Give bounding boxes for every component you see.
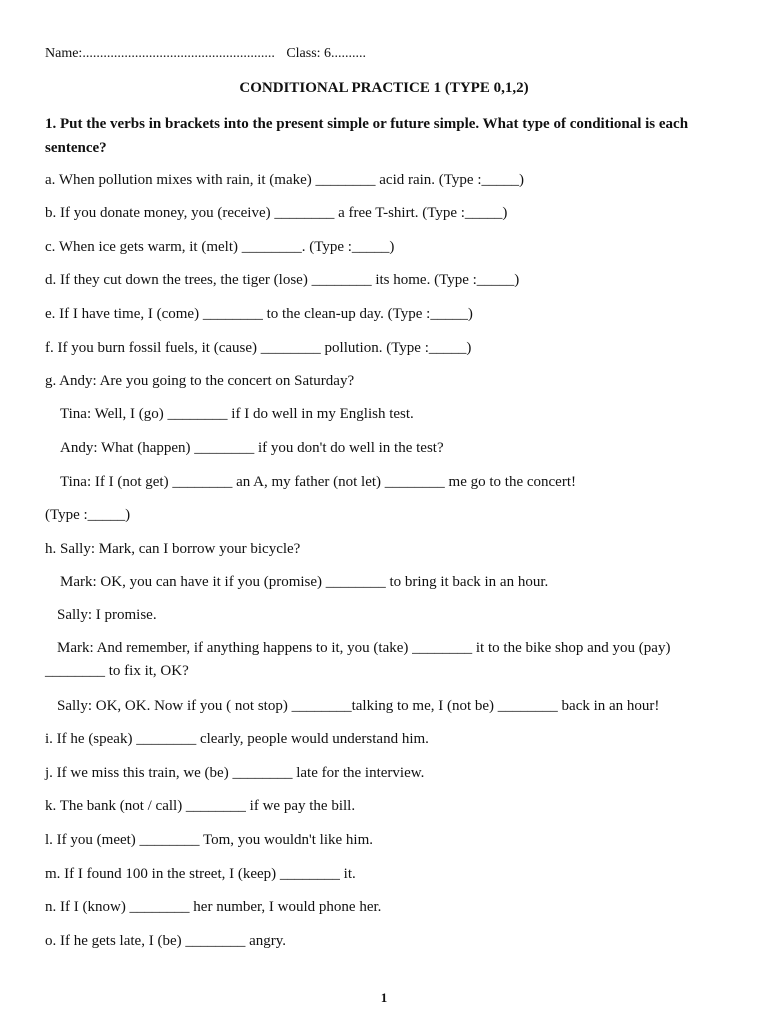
dialogue-line-g1: Tina: Well, I (go) ________ if I do well in my English test. bbox=[60, 406, 414, 422]
exercise-instruction: 1. Put the verbs in brackets into the present simple or future simple. What type of conditional is each sentence? bbox=[45, 116, 689, 156]
exercise-item-o: o. If he gets late, I (be) ________ angry. bbox=[45, 933, 287, 949]
dialogue-line-h4: Sally: OK, OK. Now if you ( not stop) ________talking to me, I (not be) ________ back in an hour! bbox=[57, 698, 660, 714]
exercise-item-i: i. If he (speak) ________ clearly, people would understand him. bbox=[45, 731, 429, 747]
exercise-item-g: g. Andy: Are you going to the concert on Saturday? bbox=[45, 373, 355, 389]
exercise-item-e: e. If I have time, I (come) ________ to the clean-up day. (Type :_____) bbox=[45, 306, 473, 322]
exercise-item-l: l. If you (meet) ________ Tom, you wouldn't like him. bbox=[45, 832, 374, 848]
name-field: Name:....................................................... bbox=[45, 46, 275, 61]
dialogue-line-g2: Andy: What (happen) ________ if you don't do well in the test? bbox=[60, 440, 444, 456]
exercise-item-j: j. If we miss this train, we (be) ________ late for the interview. bbox=[45, 765, 425, 781]
exercise-item-a: a. When pollution mixes with rain, it (make) ________ acid rain. (Type :_____) bbox=[45, 172, 524, 188]
dialogue-line-h3: Mark: And remember, if anything happens to it, you (take) ________ it to the bike shop and you (pay) ________ to fix it, OK? bbox=[45, 640, 671, 679]
dialogue-line-g3: Tina: If I (not get) ________ an A, my father (not let) ________ me go to the concert! bbox=[60, 474, 576, 490]
exercise-item-c: c. When ice gets warm, it (melt) ________. (Type :_____) bbox=[45, 239, 395, 255]
exercise-item-f: f. If you burn fossil fuels, it (cause) ________ pollution. (Type :_____) bbox=[45, 340, 472, 356]
page-number: 1 bbox=[380, 990, 388, 1005]
exercise-item-d: d. If they cut down the trees, the tiger (lose) ________ its home. (Type :_____) bbox=[45, 272, 520, 288]
exercise-item-k: k. The bank (not / call) ________ if we pay the bill. bbox=[45, 798, 356, 814]
header-line bbox=[45, 46, 366, 62]
class-field: Class: 6.......... bbox=[286, 46, 367, 61]
page-title: CONDITIONAL PRACTICE 1 (TYPE 0,1,2) bbox=[239, 80, 529, 96]
exercise-item-h: h. Sally: Mark, can I borrow your bicycle? bbox=[45, 541, 301, 557]
dialogue-line-h2: Sally: I promise. bbox=[57, 607, 157, 623]
exercise-item-m: m. If I found 100 in the street, I (keep) ________ it. bbox=[45, 866, 356, 882]
dialogue-line-h1: Mark: OK, you can have it if you (promise) ________ to bring it back in an hour. bbox=[60, 574, 549, 590]
exercise-item-b: b. If you donate money, you (receive) ________ a free T-shirt. (Type :_____) bbox=[45, 205, 508, 221]
exercise-item-n: n. If I (know) ________ her number, I would phone her. bbox=[45, 899, 382, 915]
type-blank-g: (Type :_____) bbox=[45, 507, 131, 523]
